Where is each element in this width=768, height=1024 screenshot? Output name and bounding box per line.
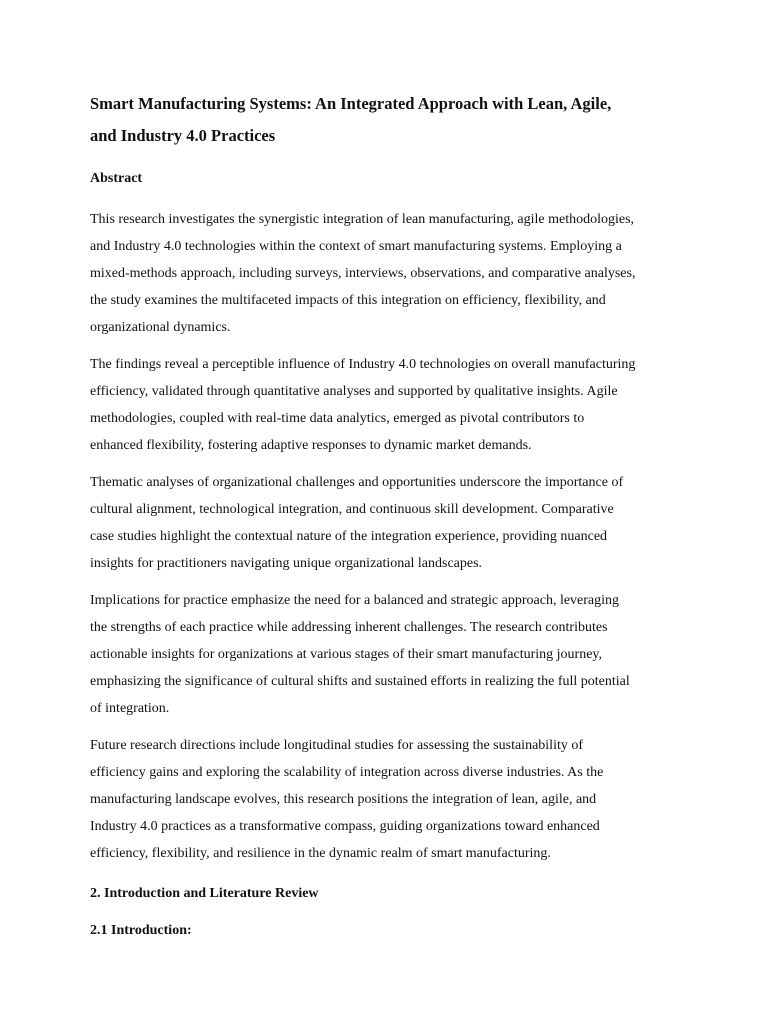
- text-line: manufacturing landscape evolves, this research positions the integration of lean, agile, and: [90, 792, 597, 807]
- text-line: efficiency, validated through quantitative analyses and supported by qualitative insights. Agile: [90, 384, 618, 399]
- text-line: mixed-methods approach, including surveys, interviews, observations, and comparative analyses,: [90, 266, 636, 281]
- text-line: Thematic analyses of organizational challenges and opportunities underscore the importance of: [90, 475, 624, 490]
- abstract-paragraph: [90, 206, 698, 341]
- text-line: and Industry 4.0 technologies within the context of smart manufacturing systems. Employing a: [90, 239, 622, 254]
- text-line: of integration.: [90, 701, 170, 716]
- paper-title: [90, 88, 698, 152]
- text-line: efficiency gains and exploring the scalability of integration across diverse industries. As the: [90, 765, 604, 780]
- paper-title-line: and Industry 4.0 Practices: [90, 126, 276, 145]
- paper-title-line: Smart Manufacturing Systems: An Integrated Approach with Lean, Agile,: [90, 94, 612, 113]
- text-line: enhanced flexibility, fostering adaptive responses to dynamic market demands.: [90, 438, 532, 453]
- text-line: emphasizing the significance of cultural shifts and sustained efforts in realizing the full potential: [90, 674, 630, 689]
- text-line: case studies highlight the contextual nature of the integration experience, providing nuanced: [90, 529, 608, 544]
- text-line: efficiency, flexibility, and resilience in the dynamic realm of smart manufacturing.: [90, 846, 551, 861]
- abstract-heading: Abstract: [90, 171, 143, 186]
- abstract-paragraph: [90, 351, 698, 459]
- text-line: organizational dynamics.: [90, 320, 231, 335]
- text-line: Future research directions include longitudinal studies for assessing the sustainability of: [90, 738, 584, 753]
- text-line: insights for practitioners navigating unique organizational landscapes.: [90, 556, 483, 571]
- text-line: methodologies, coupled with real-time data analytics, emerged as pivotal contributors to: [90, 411, 585, 426]
- text-line: Industry 4.0 practices as a transformative compass, guiding organizations toward enhanced: [90, 819, 600, 834]
- subsection-heading: 2.1 Introduction:: [90, 923, 192, 938]
- text-line: the strengths of each practice while addressing inherent challenges. The research contributes: [90, 620, 608, 635]
- text-line: cultural alignment, technological integration, and continuous skill development. Comparative: [90, 502, 614, 517]
- text-line: Implications for practice emphasize the need for a balanced and strategic approach, leveraging: [90, 593, 620, 608]
- text-line: the study examines the multifaceted impacts of this integration on efficiency, flexibility, and: [90, 293, 606, 308]
- text-line: actionable insights for organizations at various stages of their smart manufacturing journey,: [90, 647, 603, 662]
- abstract-paragraph: [90, 732, 698, 867]
- text-line: The findings reveal a perceptible influence of Industry 4.0 technologies on overall manufacturing: [90, 357, 636, 372]
- text-line: This research investigates the synergistic integration of lean manufacturing, agile methodologies,: [90, 212, 635, 227]
- abstract-paragraph: [90, 469, 698, 577]
- section-heading: 2. Introduction and Literature Review: [90, 886, 319, 901]
- abstract-paragraph: [90, 587, 698, 722]
